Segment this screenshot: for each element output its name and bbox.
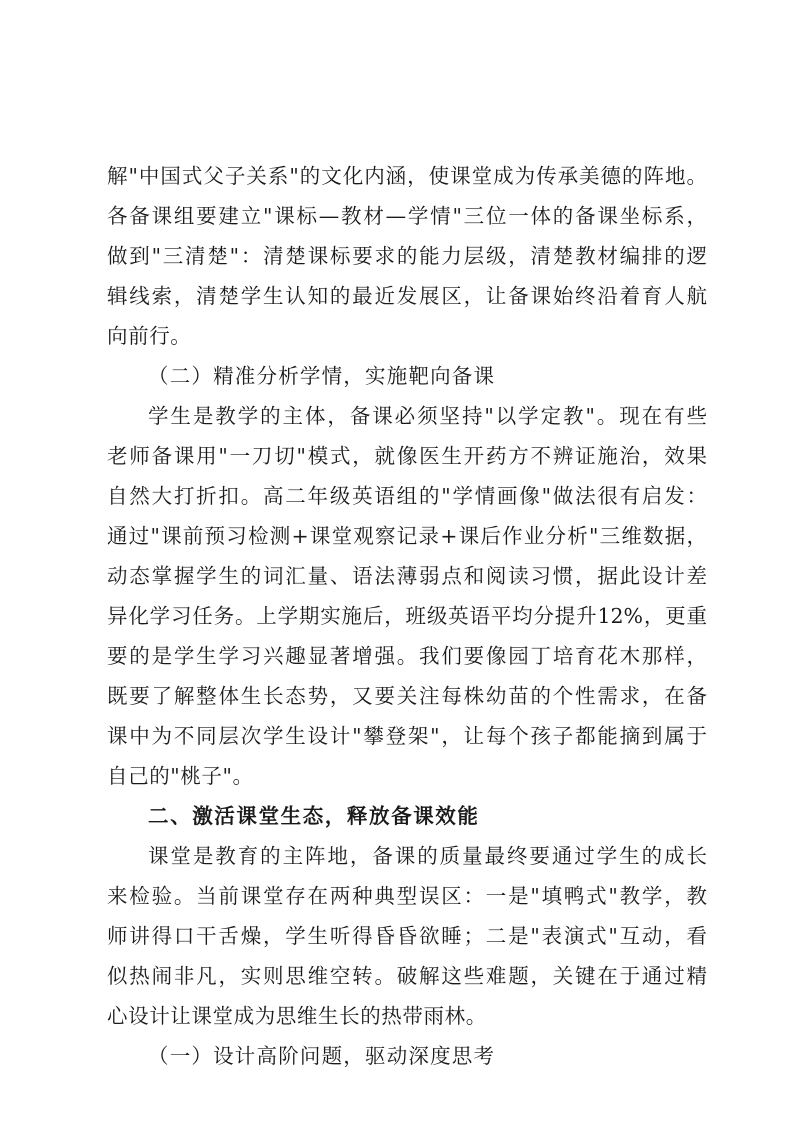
paragraph-line: 要的是学生学习兴趣显著增强。我们要像园丁培育花木那样， — [107, 644, 707, 668]
paragraph-line: 来检验。当前课堂存在两种典型误区：一是"填鸭式"教学，教 — [107, 884, 707, 908]
paragraph-line: 既要了解整体生长态势，又要关注每株幼苗的个性需求，在备 — [107, 684, 707, 708]
paragraph-line: 自然大打折扣。高二年级英语组的"学情画像"做法很有启发： — [107, 484, 707, 508]
paragraph-line: 似热闹非凡，实则思维空转。破解这些难题，关键在于通过精 — [107, 964, 707, 988]
paragraph-line: 向前行。 — [107, 324, 192, 348]
paragraph-line: 师讲得口干舌燥，学生听得昏昏欲睡；二是"表演式"互动，看 — [107, 924, 707, 948]
subsection-heading: （一）设计高阶问题，驱动深度思考 — [148, 1044, 496, 1068]
paragraph-line: 课中为不同层次学生设计"攀登架"，让每个孩子都能摘到属于 — [107, 724, 707, 748]
paragraph-line: 辑线索，清楚学生认知的最近发展区，让备课始终沿着育人航 — [107, 284, 707, 308]
paragraph-line: 课堂是教育的主阵地，备课的质量最终要通过学生的成长 — [148, 844, 707, 868]
subsection-heading: （二）精准分析学情，实施靶向备课 — [148, 364, 496, 388]
paragraph-line: 做到"三清楚"：清楚课标要求的能力层级，清楚教材编排的逻 — [107, 244, 707, 268]
paragraph-line: 学生是教学的主体，备课必须坚持"以学定教"。现在有些 — [148, 404, 707, 428]
paragraph-line: 自己的"桃子"。 — [107, 764, 254, 788]
paragraph-line: 各备课组要建立"课标—教材—学情"三位一体的备课坐标系， — [107, 204, 707, 228]
section-heading: 二、激活课堂生态，释放备课效能 — [148, 804, 480, 828]
paragraph-line: 老师备课用"一刀切"模式，就像医生开药方不辨证施治，效果 — [107, 444, 707, 468]
paragraph-line: 解"中国式父子关系"的文化内涵，使课堂成为传承美德的阵地。 — [107, 164, 707, 188]
paragraph-line: 动态掌握学生的词汇量、语法薄弱点和阅读习惯，据此设计差 — [107, 564, 707, 588]
paragraph-line: 通过"课前预习检测+课堂观察记录+课后作业分析"三维数据， — [107, 524, 707, 548]
paragraph-line: 异化学习任务。上学期实施后，班级英语平均分提升12%，更重 — [107, 604, 707, 628]
paragraph-line: 心设计让课堂成为思维生长的热带雨林。 — [107, 1004, 487, 1028]
